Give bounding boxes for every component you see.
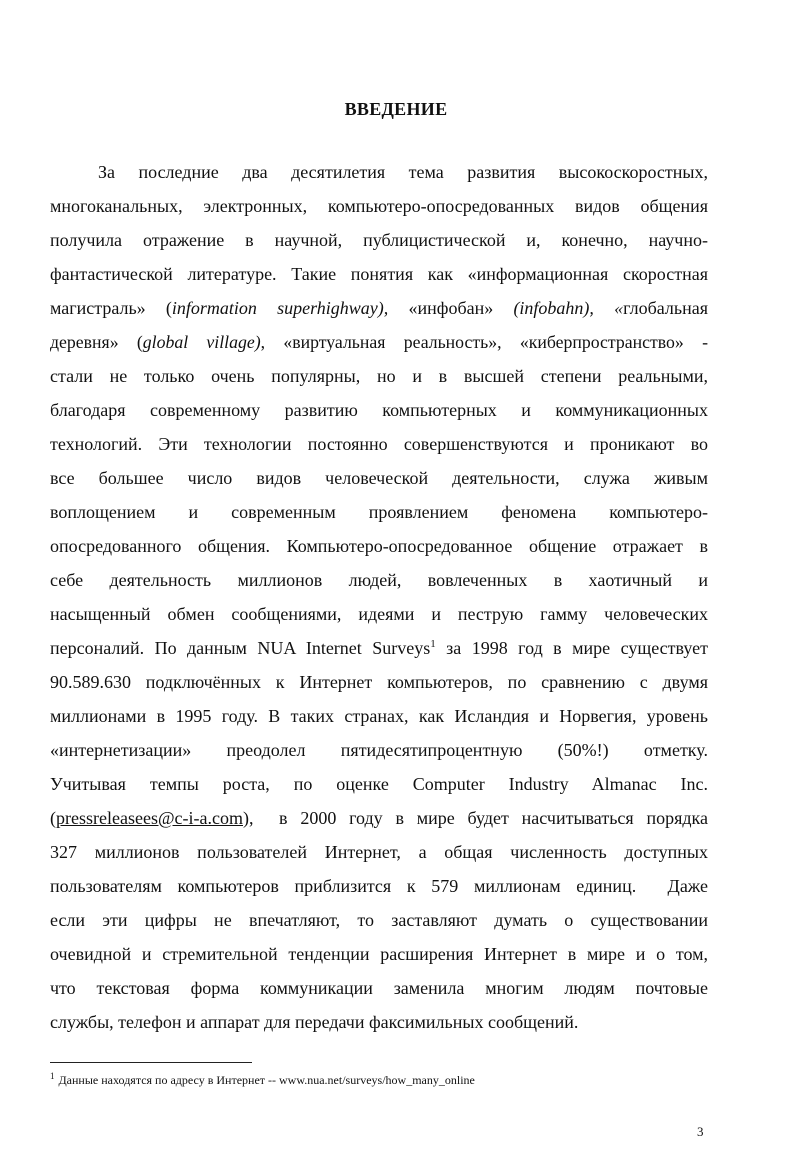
- text-line: [50, 563, 708, 597]
- text-segment: деревня» (: [50, 332, 143, 352]
- text-segment: глобальная: [623, 298, 708, 318]
- text-segment: себе деятельность миллионов людей, вовлеченных в хаотичный и: [50, 570, 708, 590]
- text-segment: насыщенный обмен сообщениями, идеями и пеструю гамму человеческих: [50, 604, 708, 624]
- footnote-reference: 1: [430, 638, 436, 650]
- italic-term: global village): [142, 332, 261, 352]
- page-number: 3: [697, 1124, 704, 1139]
- text-segment: очевидной и стремительной тенденции расширения Интернет в мире и о том,: [50, 944, 708, 964]
- text-segment: технологий. Эти технологии постоянно совершенствуются и проникают во: [50, 434, 708, 454]
- text-segment: персоналий. По данным NUA Internet Surveys: [50, 638, 431, 658]
- text-line: [50, 767, 708, 801]
- text-segment: фантастической литературе. Такие понятия как «информационная скоростная: [50, 264, 708, 284]
- text-line: [50, 427, 708, 461]
- italic-term: (infobahn), «: [513, 298, 624, 318]
- text-line: [50, 257, 708, 291]
- text-line: [50, 699, 708, 733]
- text-segment: воплощением и современным проявлением феномена компьютеро-: [50, 502, 708, 522]
- text-segment: за 1998 год в мире существует: [435, 638, 708, 658]
- footnote-text: Данные находятся по адресу в Интернет -- www.nua.net/surveys/how_many_online: [58, 1073, 475, 1087]
- text-segment: «инфобан»: [388, 298, 514, 318]
- text-line: [50, 597, 708, 631]
- italic-term: information superhighway),: [171, 298, 389, 318]
- text-line: [50, 223, 708, 257]
- text-line: [50, 325, 708, 359]
- text-segment: благодаря современному развитию компьютерных и коммуникационных: [50, 400, 708, 420]
- text-segment: 90.589.630 подключённых к Интернет компьютеров, по сравнению с двумя: [50, 672, 708, 692]
- text-segment: что текстовая форма коммуникации заменила многим людям почтовые: [50, 978, 708, 998]
- text-line: [50, 733, 708, 767]
- text-line: [50, 189, 708, 223]
- text-segment: ), в 2000 году в мире будет насчитываться порядка: [242, 808, 708, 828]
- email-link: pressreleasees@c-i-a.com: [56, 808, 243, 828]
- text-segment: (: [50, 808, 56, 828]
- page-title: ВВЕДЕНИЕ: [344, 99, 448, 119]
- text-line: [50, 937, 708, 971]
- text-segment: «интернетизации» преодолел пятидесятипроцентную (50%!) отметку.: [50, 740, 708, 760]
- text-segment: службы, телефон и аппарат для передачи факсимильных сообщений.: [50, 1012, 579, 1032]
- text-line: [50, 903, 708, 937]
- text-segment: За последние два десятилетия тема развития высокоскоростных,: [98, 162, 708, 182]
- text-line: [50, 495, 708, 529]
- footnote-marker: 1: [50, 1071, 55, 1081]
- footnote-separator: [50, 1062, 252, 1063]
- text-segment: магистраль» (: [50, 298, 172, 318]
- footnote: [50, 1072, 475, 1088]
- text-line: [50, 155, 708, 189]
- text-line: [50, 665, 708, 699]
- text-line: [50, 801, 708, 835]
- text-segment: все большее число видов человеческой деятельности, служа живым: [50, 468, 708, 488]
- text-segment: пользователям компьютеров приблизится к 579 миллионам единиц. Даже: [50, 876, 708, 896]
- main-paragraph: [50, 155, 708, 1039]
- text-segment: стали не только очень популярны, но и в высшей степени реальными,: [50, 366, 708, 386]
- text-line: [50, 359, 708, 393]
- text-line: [50, 1005, 708, 1039]
- text-segment: миллионами в 1995 году. В таких странах, как Исландия и Норвегия, уровень: [50, 706, 708, 726]
- text-segment: получила отражение в научной, публицистической и, конечно, научно-: [50, 230, 708, 250]
- text-segment: опосредованного общения. Компьютеро-опосредованное общение отражает в: [50, 536, 708, 556]
- text-line: [50, 461, 708, 495]
- text-segment: 327 миллионов пользователей Интернет, а общая численность доступных: [50, 842, 708, 862]
- text-line: [50, 971, 708, 1005]
- text-line: [50, 631, 708, 665]
- text-line: [50, 835, 708, 869]
- text-line: [50, 393, 708, 427]
- text-line: [50, 869, 708, 903]
- text-segment: Учитывая темпы роста, по оценке Computer Industry Almanac Inc.: [50, 774, 708, 794]
- text-line: [50, 529, 708, 563]
- text-segment: если эти цифры не впечатляют, то заставляют думать о существовании: [50, 910, 708, 930]
- text-segment: многоканальных, электронных, компьютеро-опосредованных видов общения: [50, 196, 708, 216]
- text-segment: , «виртуальная реальность», «киберпространство» -: [260, 332, 708, 352]
- text-line: [50, 291, 708, 325]
